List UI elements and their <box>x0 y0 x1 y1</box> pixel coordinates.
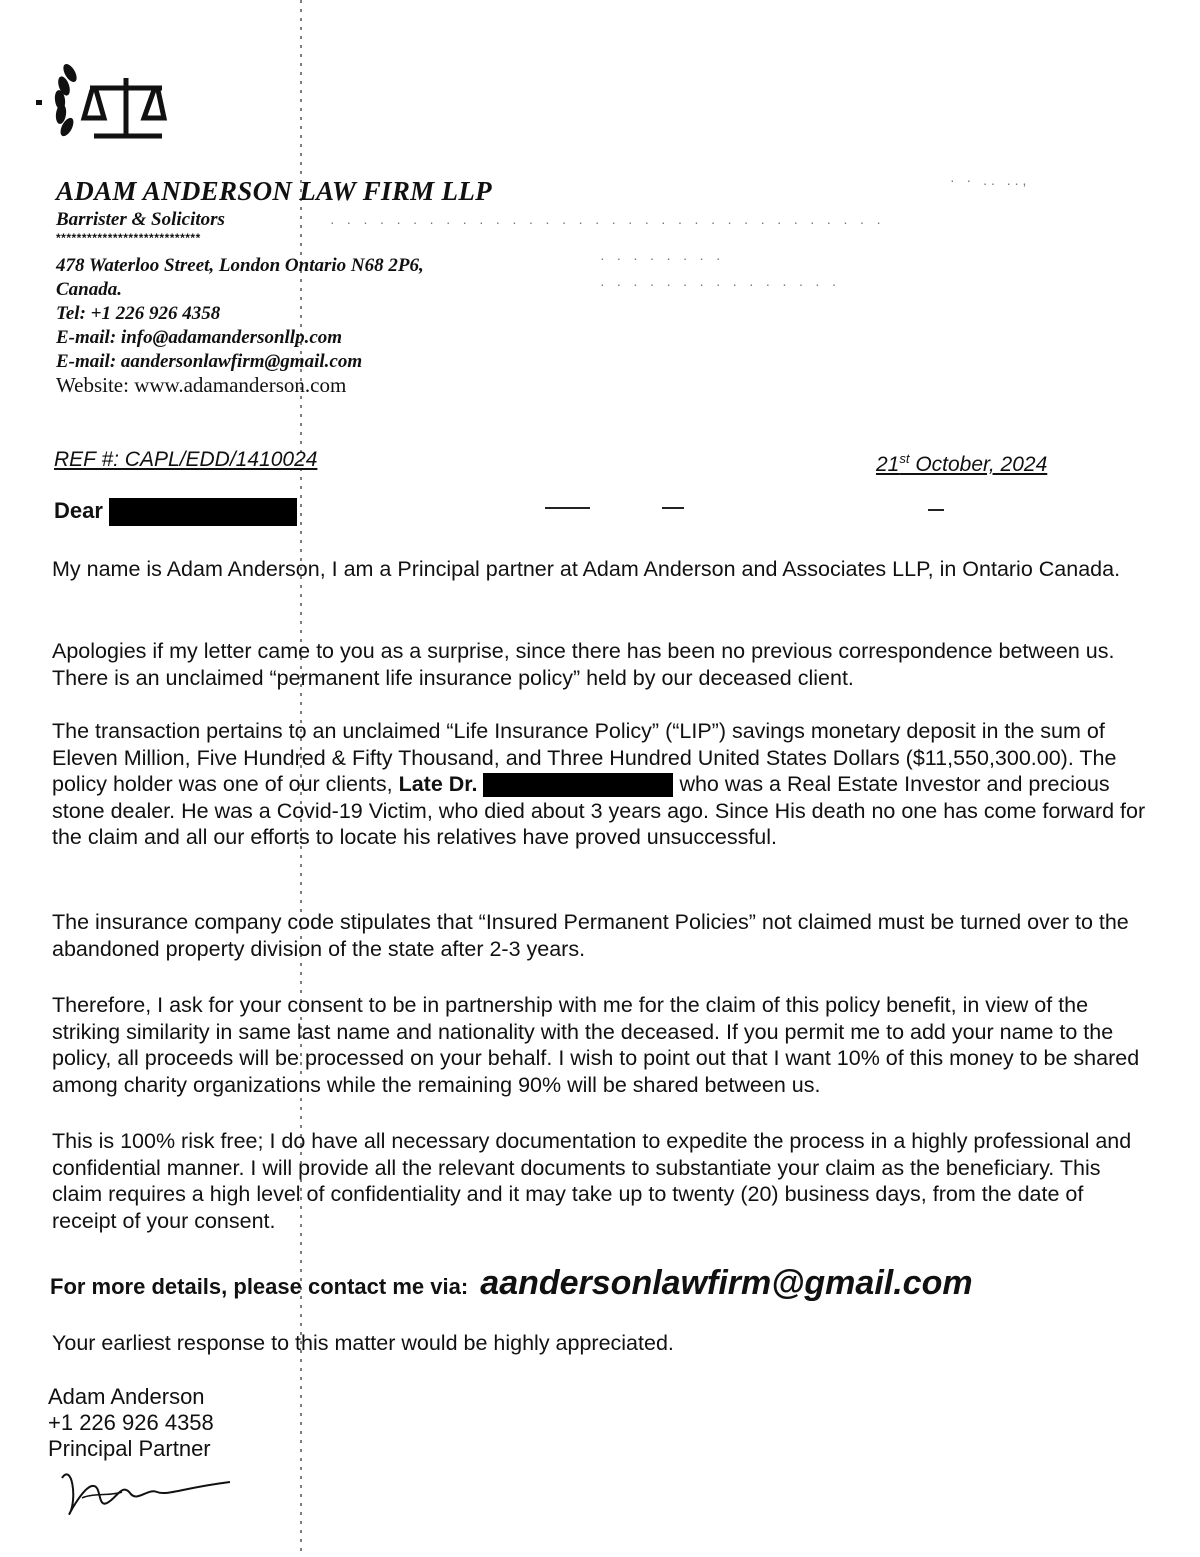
handwritten-signature <box>52 1458 242 1528</box>
salutation <box>54 498 297 526</box>
scan-dash <box>662 507 684 509</box>
signer-phone: +1 226 926 4358 <box>48 1410 214 1435</box>
address-line-1: 478 Waterloo Street, London Ontario N68 2P6, <box>56 255 424 276</box>
paragraph-risk-free: This is 100% risk free; I do have all necessary documentation to expedite the process in a highly professional and confidential manner. I will provide all the relevant documents to substantiate your claim as the beneficiary. This claim requires a high level of confidentiality and it may take up to twenty (20) business days, from the date of receipt of your consent. <box>52 1129 1132 1233</box>
firm-subtitle: Barrister & Solicitors <box>56 209 225 230</box>
email-info: E-mail: info@adamandersonllp.com <box>56 327 343 348</box>
redacted-client-name <box>483 773 673 797</box>
email-gmail: E-mail: aandersonlawfirm@gmail.com <box>56 351 363 372</box>
letter-date <box>876 451 1047 477</box>
contact-label: For more details, please contact me via: <box>50 1274 469 1299</box>
paragraph-intro: My name is Adam Anderson, I am a Principal partner at Adam Anderson and Associates LLP, in Ontario Canada. <box>52 557 1121 581</box>
date-day: 21 <box>876 453 900 476</box>
telephone: Tel: +1 226 926 4358 <box>56 303 221 324</box>
paragraph-insurance-code: The insurance company code stipulates that “Insured Permanent Policies” not claimed must be turned over to the abandoned property division of the state after 2-3 years. <box>52 910 1129 961</box>
transaction-late-dr: Late Dr. <box>398 772 478 796</box>
redacted-name <box>109 498 297 526</box>
signer-title: Principal Partner <box>48 1436 211 1461</box>
contact-email[interactable]: aandersonlawfirm@gmail.com <box>480 1264 973 1302</box>
address-block <box>56 254 424 374</box>
paragraph-partnership: Therefore, I ask for your consent to be in partnership with me for the claim of this policy benefit, in view of the striking similarity in same last name and nationality with the deceased. If you permit me to add your name to the policy, all proceeds will be processed on your behalf. I wish to point out that I want 10% of this money to be shared among charity organizations while the remaining 90% will be shared between us. <box>52 993 1140 1097</box>
reference-number: REF #: CAPL/EDD/1410024 <box>54 448 318 471</box>
paragraph-apology: Apologies if my letter came to you as a surprise, since there has been no previous correspondence between us. There is an unclaimed “permanent life insurance policy” held by our deceased client. <box>52 639 1115 690</box>
scan-dash <box>928 509 944 511</box>
address-line-2: Canada. <box>56 279 122 300</box>
transaction-text-b: who was a Real Estate Investor and precious stone dealer. He was a Covid-19 Victim, who died about 3 years ago. Since His death no one has come forward for the claim and all our efforts to locate his relatives have proved unsuccessful. <box>52 772 1146 849</box>
scan-noise: · · · · · · · · · · · · · · · · · · · · · · · · · · · · · · · · · · <box>330 214 885 230</box>
scales-of-justice-logo <box>32 38 172 148</box>
firm-name: ADAM ANDERSON LAW FIRM LLP <box>56 176 492 206</box>
signature-block <box>48 1384 214 1462</box>
scan-noise: · · .. .., <box>950 172 1031 188</box>
date-rest: October, 2024 <box>909 453 1048 476</box>
signer-name: Adam Anderson <box>48 1384 205 1409</box>
scan-dash <box>545 507 590 509</box>
salutation-text: Dear <box>54 498 103 523</box>
paragraph-transaction <box>52 718 1152 851</box>
contact-line <box>50 1264 973 1303</box>
scan-noise: · · · · · · · · <box>600 250 725 266</box>
date-suffix: st <box>899 451 910 466</box>
transaction-text-a: The transaction pertains to an unclaimed “Life Insurance Policy” (“LIP”) savings monetary deposit in the sum of Eleven Million, Five Hundred & Fifty Thousand, and Three Hundred United States Dollars ($11,550,300.00). The policy holder was one of our clients, <box>52 719 1117 796</box>
closing-sentence: Your earliest response to this matter would be highly appreciated. <box>52 1331 674 1355</box>
scan-noise: · · · · · · · · · · · · · · · <box>600 276 841 292</box>
website: Website: www.adamanderson.com <box>56 373 347 397</box>
star-divider: **************************** <box>56 231 201 245</box>
